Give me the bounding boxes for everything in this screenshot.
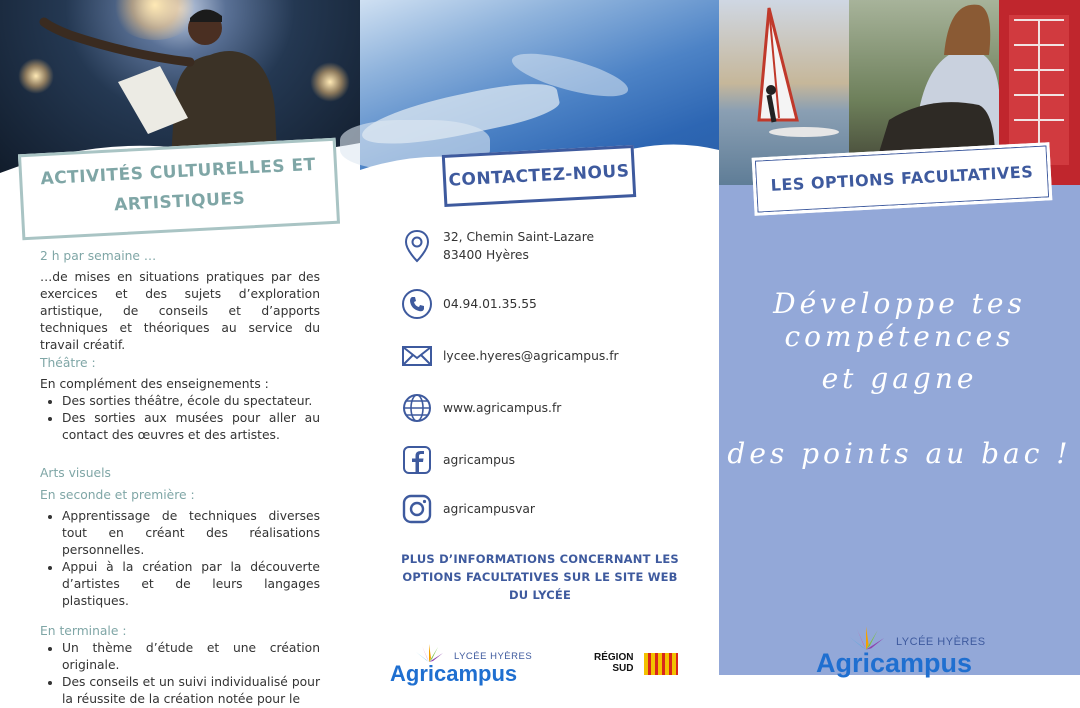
phone-number[interactable]: 04.94.01.35.55 — [443, 297, 537, 311]
panel-contact — [360, 0, 719, 686]
title-text: LES OPTIONS FACULTATIVES — [770, 162, 1034, 195]
title-text: ACTIVITÉS CULTURELLES ET ARTISTIQUES — [40, 154, 317, 216]
email-row — [400, 339, 619, 373]
facebook-handle[interactable]: agricampus — [443, 453, 516, 467]
region-line-2: SUD — [612, 663, 634, 674]
panel-cultural-activities — [0, 0, 360, 706]
section-title-cultural — [18, 138, 340, 241]
theatre-intro: En complément des enseignements : — [40, 377, 269, 391]
logo-caption: LYCÉE HYÈRES — [454, 651, 533, 662]
arts-sub-heading-1: En seconde et première : — [40, 488, 195, 502]
arts-list-2 — [40, 640, 320, 708]
email-address[interactable]: lycee.hyeres@agricampus.fr — [443, 349, 619, 363]
arts-section — [40, 465, 320, 708]
duration-text: 2 h par semaine … — [40, 249, 157, 263]
panel-options — [719, 0, 1080, 678]
logo-wordmark: Agricampus — [816, 648, 973, 678]
address-row — [400, 228, 594, 264]
cultural-description — [40, 248, 320, 354]
theatre-list — [40, 393, 320, 444]
instagram-icon — [400, 492, 434, 526]
region-line-1: RÉGION — [594, 652, 634, 663]
facebook-icon — [400, 443, 434, 477]
phone-row — [400, 287, 537, 321]
address-line-1: 32, Chemin Saint-Lazare — [443, 230, 595, 244]
instagram-handle[interactable]: agricampusvar — [443, 502, 535, 516]
theatre-section — [40, 355, 320, 444]
arts-heading: Arts visuels — [40, 466, 111, 480]
more-info-text: PLUS D’INFORMATIONS CONCERNANT LES OPTIONS FACULTATIVES SUR LE SITE WEB DU LYCÉE — [401, 552, 679, 602]
section-title-contact — [442, 145, 636, 207]
slogan-line-1: Développe tes compétences — [773, 287, 1026, 353]
website-row — [400, 391, 561, 425]
theatre-heading: Théâtre : — [40, 356, 96, 370]
phone-icon — [400, 287, 434, 321]
arts-list-1 — [40, 508, 320, 610]
list-item: • Un thème d’étude et une création originale. — [62, 640, 320, 674]
website-link[interactable]: www.agricampus.fr — [443, 401, 562, 415]
list-item: • Des sorties aux musées pour aller au contact des œuvres et des artistes. — [62, 410, 320, 444]
arts-sub-heading-2: En terminale : — [40, 624, 127, 638]
instagram-row — [400, 492, 535, 526]
logo-caption: LYCÉE HYÈRES — [896, 636, 986, 648]
slogan-line-3: des points au bac ! — [727, 437, 1072, 470]
flower-logo-icon — [844, 626, 888, 650]
title-text: CONTACTEZ-NOUS — [448, 161, 630, 191]
region-flag-icon — [644, 653, 678, 675]
region-sud-logo — [594, 652, 633, 674]
intro-text: …de mises en situations pratiques par des exercices et des sujets d’exploration artistique, de conseils et d’apports techniques et théoriques au service du travail créatif. — [40, 270, 320, 352]
flower-logo-icon — [412, 644, 446, 662]
list-item: • Appui à la création par la découverte d’artistes et de leurs langages plastiques. — [62, 559, 320, 610]
list-item: • Des conseils et un suivi individualisé pour la réussite de la création notée pour le — [62, 674, 320, 708]
slogan-line-2: et gagne — [821, 362, 978, 395]
location-pin-icon — [400, 229, 434, 263]
envelope-icon — [400, 339, 434, 373]
facebook-row — [400, 443, 515, 477]
logo-wordmark: Agricampus — [390, 661, 518, 686]
address-line-2: 83400 Hyères — [443, 248, 529, 262]
list-item: • Apprentissage de techniques diverses tout en créant des réalisations personnelles. — [62, 508, 320, 559]
globe-icon — [400, 391, 434, 425]
list-item: • Des sorties théâtre, école du spectateur. — [62, 393, 320, 410]
